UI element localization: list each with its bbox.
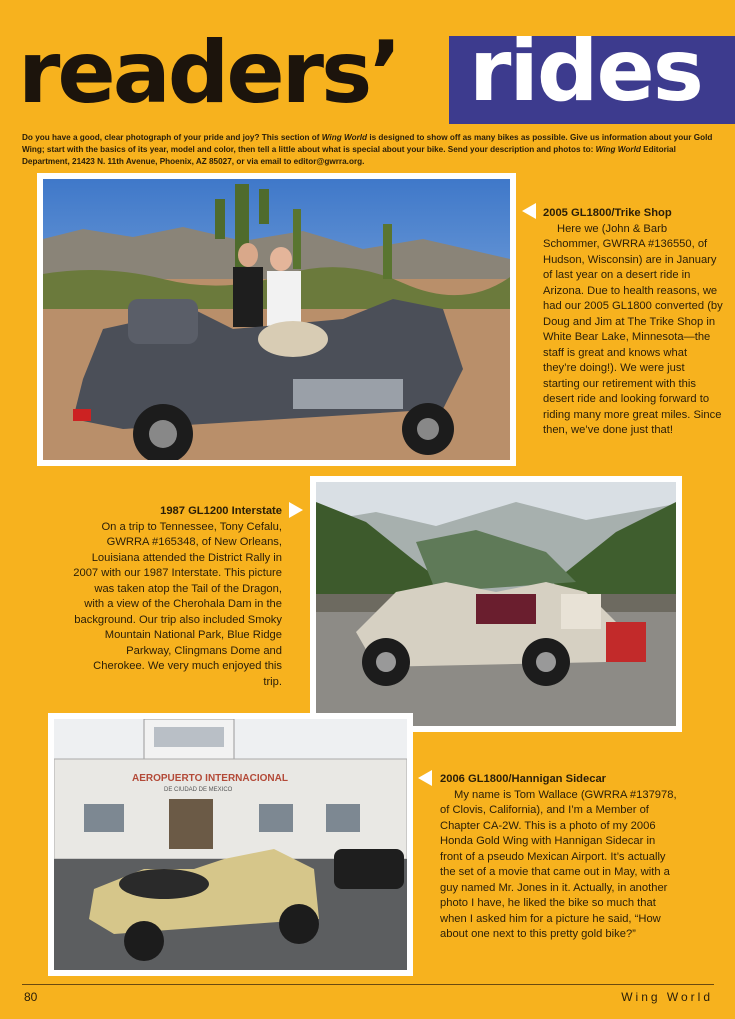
caption-sidecar [440,772,680,943]
caption-interstate-body: On a trip to Tennessee, Tony Cefalu, GWRRA #165348, of New Orleans, Louisiana attended the District Rally in 2007 with our 1987 Interstate. This picture was taken atop the Tail of the Dragon, with a view of the Cherohala Dam in the background. Our trip also included Smoky Mountain National Park, Blue Ridge Parkway, Clingmans Dome and Cherokee. We very much enjoyed this trip. [73,520,282,688]
section-title-readers: readers’ [18,23,399,123]
arrow-caption-1 [522,203,536,219]
arrow-caption-2 [289,502,303,518]
caption-trike-title: 2005 GL1800/Trike Shop [543,207,672,219]
photo-trike-desert [37,173,516,466]
caption-interstate [72,504,282,690]
section-title-rides: rides [469,36,702,121]
page-number: 80 [24,990,38,1004]
caption-sidecar-body: My name is Tom Wallace (GWRRA #137978, of Clovis, California), and I’m a Member of Chapter CA-2W. This is a photo of my 2006 Honda Gold Wing with Hannigan Sidecar in front of a pseudo Mexican Airport. It’s actually the set of a movie that came out in May, with a guy named Mr. Jones in it. Actually, in another photo I have, he liked the bike so much that when I asked him for a picture he said, “How about one next to this pretty gold bike?” [440,788,677,940]
caption-interstate-title: 1987 GL1200 Interstate [160,505,282,517]
footer-rule [22,984,714,985]
caption-trike-body: Here we (John & Barb Schommer, GWRRA #136550, of Hudson, Wisconsin) are in January of last year on a desert ride in Arizona. Due to health reasons, we had our 2005 GL1800 converted (by Doug and Jim at The Trike Shop in White Bear Lake, Minnesota—the staff is great and knows what they’re doing!). We were just starting our retirement with this desert ride and looking forward to riding many more great miles. Since then, we’ve done just that! [543,222,723,436]
photo-interstate-mountains [310,476,682,732]
photo-sidecar-airport [48,713,413,976]
airport-sign-line1: AEROPUERTO INTERNACIONAL [132,773,288,784]
caption-trike [543,206,723,439]
airport-sign-line2: DE CIUDAD DE MEXICO [164,787,233,793]
section-title-box [449,36,735,124]
magazine-name: Wing World [621,990,713,1004]
intro-paragraph: Do you have a good, clear photograph of your pride and joy? This section of Wing World is designed to show off as many bikes as possible. Give us information about your Gold Wing; start with the basics of its year, model and color, then tell a little about what is special about your bike. Send your description and photos to: Wing World Editorial Department, 21423 N. 11th Avenue, Phoenix, AZ 85027, or via email to editor@gwrra.org. [22,133,713,166]
caption-sidecar-title: 2006 GL1800/Hannigan Sidecar [440,773,607,785]
arrow-caption-3 [418,770,432,786]
